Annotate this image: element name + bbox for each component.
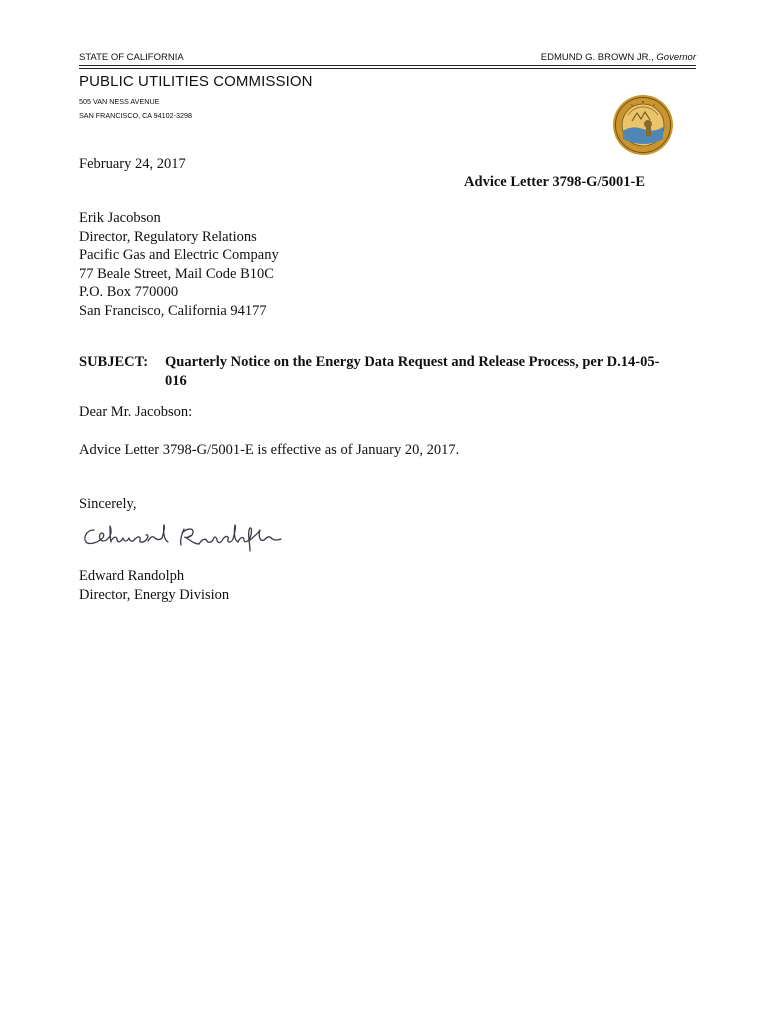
recipient-po-box: P.O. Box 770000	[79, 284, 179, 301]
state-name: STATE OF CALIFORNIA	[79, 52, 184, 63]
letter-date: February 24, 2017	[79, 156, 186, 172]
subject-text: Quarterly Notice on the Energy Data Request and Release Process, per D.14-05-016	[165, 354, 660, 389]
agency-address-line1: 505 VAN NESS AVENUE	[79, 97, 160, 106]
salutation: Dear Mr. Jacobson:	[79, 404, 193, 420]
recipient-address-block	[79, 209, 279, 321]
state-seal-icon	[612, 94, 674, 156]
signer-block	[79, 567, 229, 604]
advice-letter-reference: Advice Letter 3798-G/5001-E	[464, 174, 645, 190]
signer-name: Edward Randolph	[79, 568, 185, 584]
handwritten-signature	[80, 522, 285, 554]
governor-title: Governor	[656, 52, 696, 63]
governor-name: EDMUND G. BROWN JR.,	[540, 52, 654, 63]
subject-label: SUBJECT:	[79, 354, 149, 370]
header-rule-thick	[79, 68, 696, 69]
recipient-company: Pacific Gas and Electric Company	[79, 247, 279, 264]
closing: Sincerely,	[79, 496, 137, 512]
body-paragraph: Advice Letter 3798-G/5001-E is effective as of January 20, 2017.	[79, 442, 460, 458]
agency-address-line2: SAN FRANCISCO, CA 94102-3298	[79, 111, 193, 120]
signer-title: Director, Energy Division	[79, 586, 230, 603]
governor-line	[541, 52, 696, 63]
recipient-name: Erik Jacobson	[79, 210, 161, 226]
recipient-title: Director, Regulatory Relations	[79, 228, 257, 245]
letterhead-top-line	[79, 52, 696, 63]
agency-name: PUBLIC UTILITIES COMMISSION	[79, 73, 313, 90]
header-rule-thin	[79, 65, 696, 66]
recipient-city: San Francisco, California 94177	[79, 302, 267, 319]
recipient-street: 77 Beale Street, Mail Code B10C	[79, 265, 274, 282]
